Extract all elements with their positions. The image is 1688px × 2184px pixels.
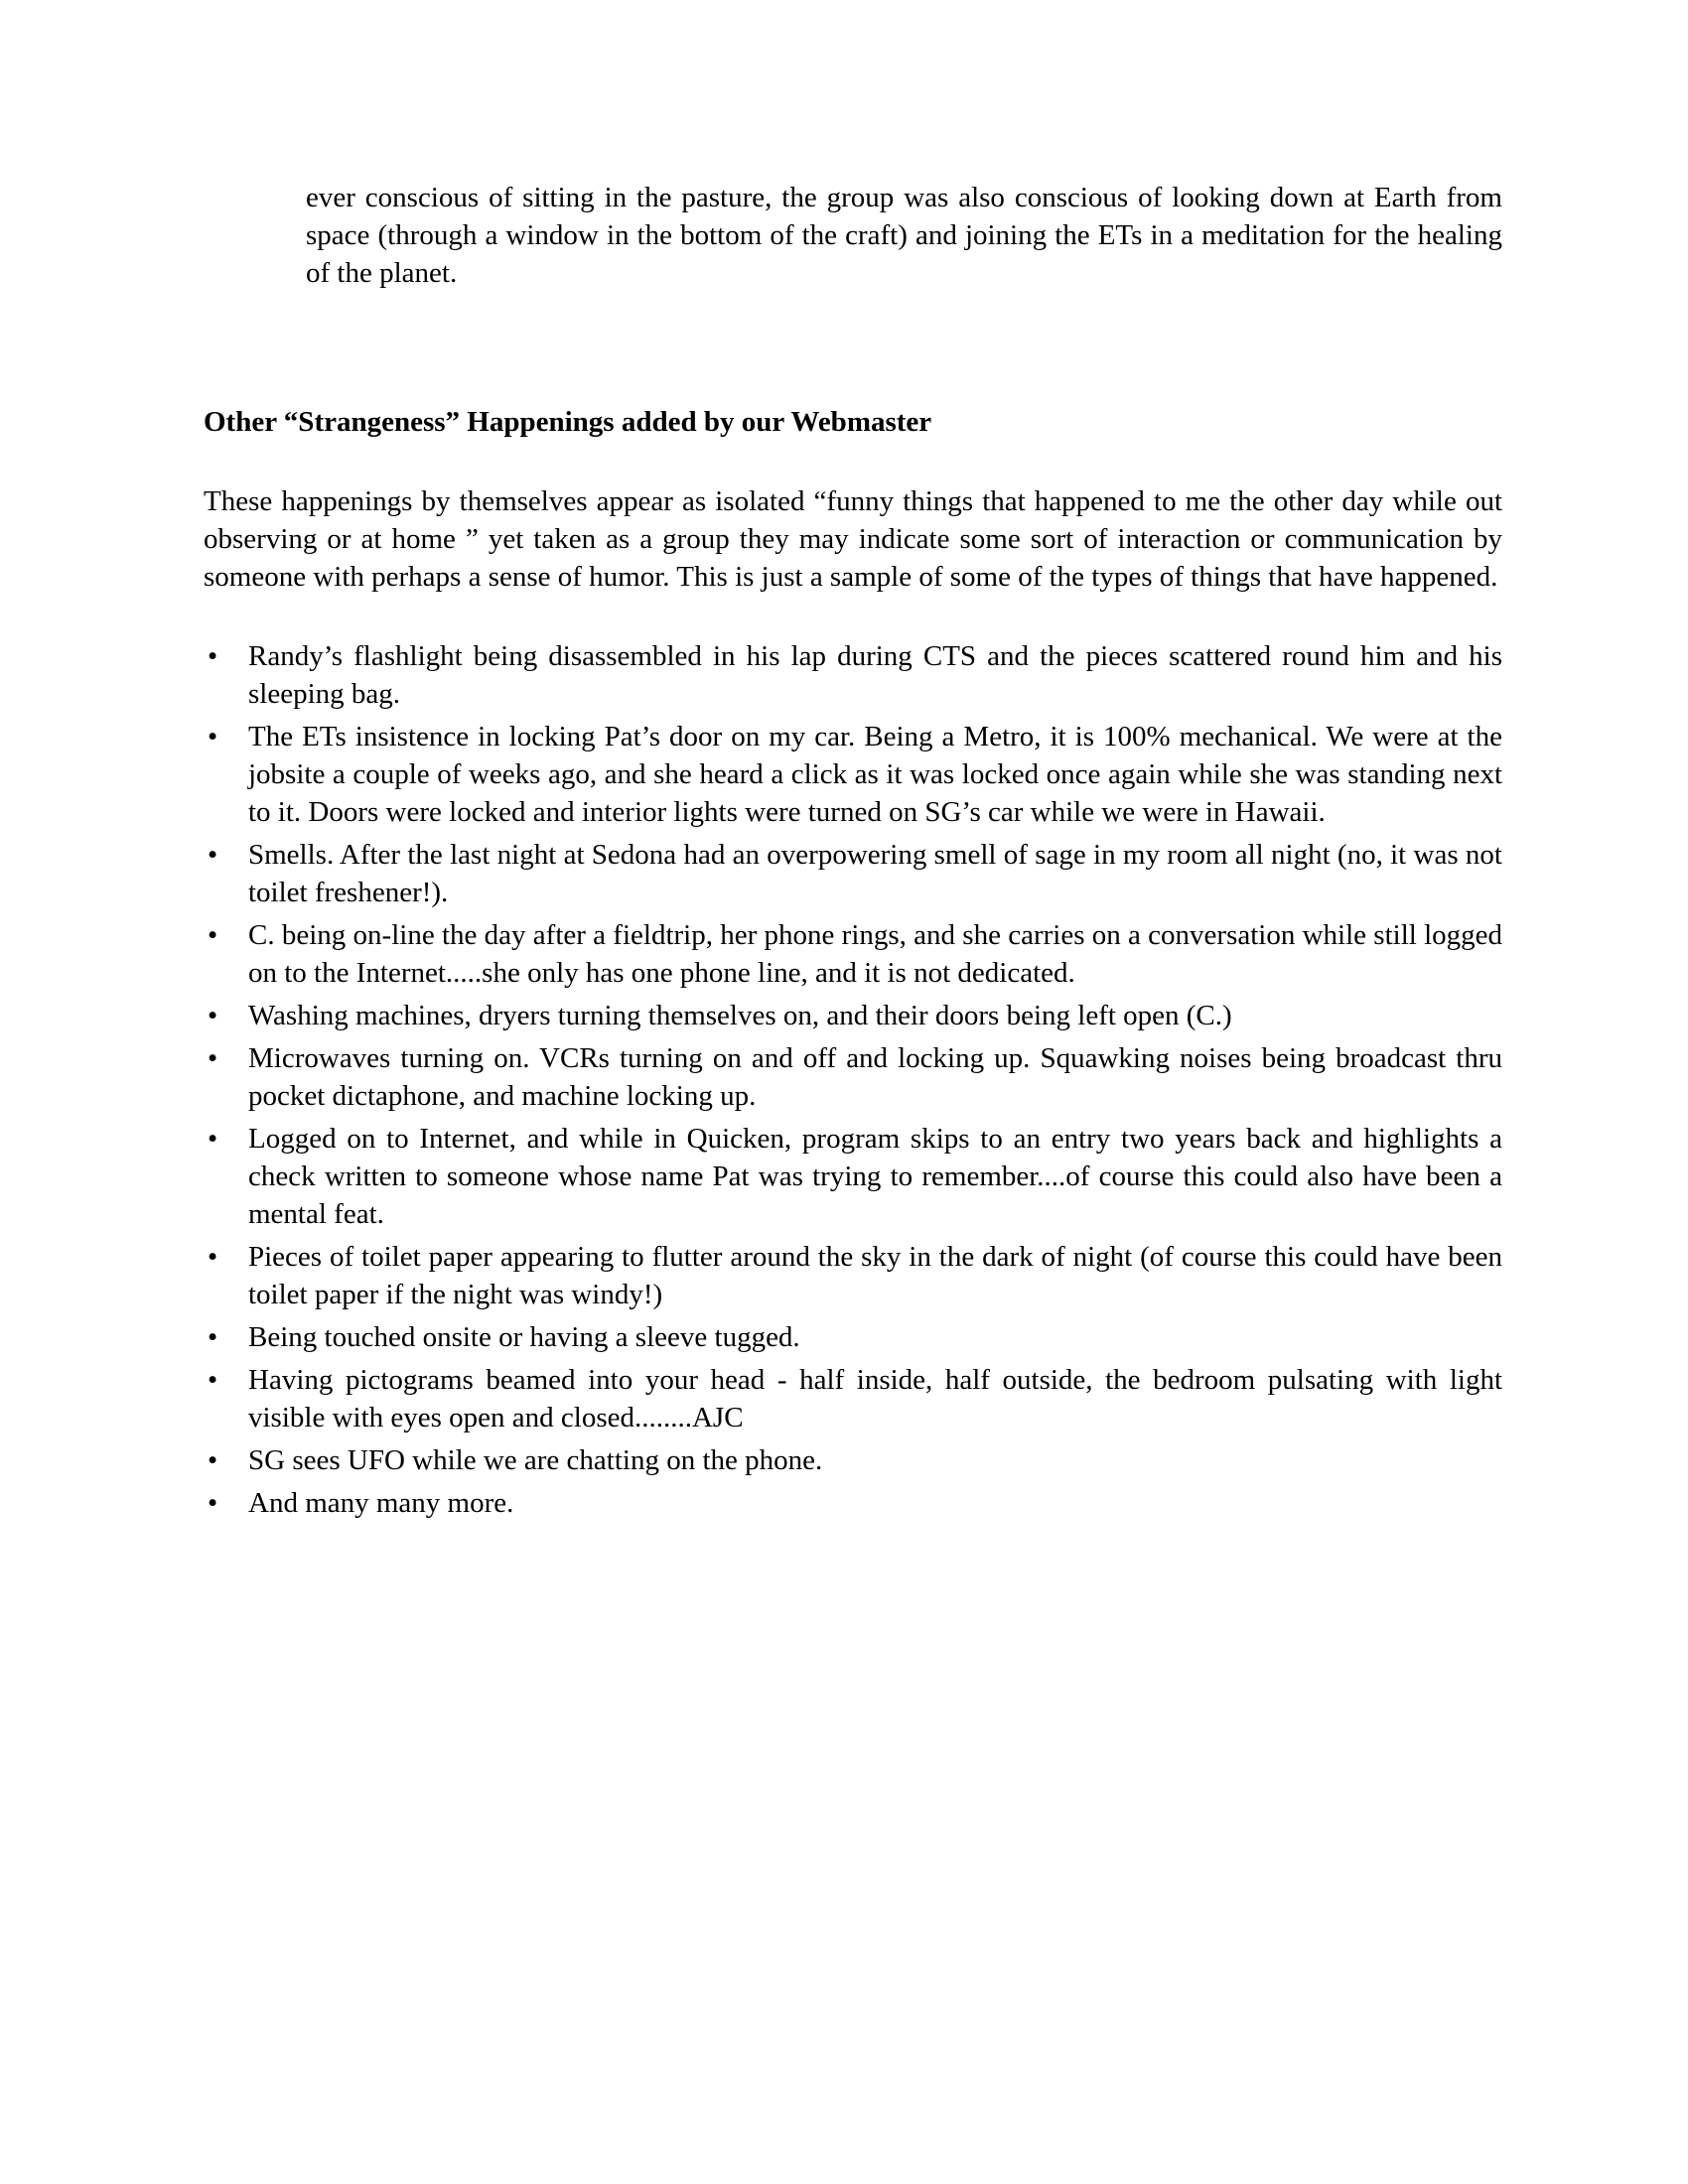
list-item: • SG sees UFO while we are chatting on the phone. [204, 1441, 1502, 1479]
list-item: • Randy’s flashlight being disassembled in his lap during CTS and the pieces scattered round him and his sleeping bag. [204, 637, 1502, 713]
list-item: • Smells. After the last night at Sedona had an overpowering smell of sage in my room all night (no, it was not toilet freshener!). [204, 836, 1502, 911]
list-item: • Having pictograms beamed into your head - half inside, half outside, the bedroom pulsating with light visible with eyes open and closed........AJC [204, 1361, 1502, 1436]
section-heading: Other “Strangeness” Happenings added by our Webmaster [204, 406, 932, 438]
strangeness-happenings-list [204, 637, 1502, 1522]
list-item: • Logged on to Internet, and while in Quicken, program skips to an entry two years back and highlights a check written to someone whose name Pat was trying to remember....of course this could also have been a mental feat. [204, 1120, 1502, 1233]
list-item: • C. being on-line the day after a fieldtrip, her phone rings, and she carries on a conversation while still logged on to the Internet.....she only has one phone line, and it is not dedicated. [204, 916, 1502, 992]
list-item: • Washing machines, dryers turning themselves on, and their doors being left open (C.) [204, 997, 1502, 1034]
list-item: • Microwaves turning on. VCRs turning on and off and locking up. Squawking noises being broadcast thru pocket dictaphone, and machine locking up. [204, 1039, 1502, 1115]
list-item: • And many many more. [204, 1484, 1502, 1522]
list-item: • Being touched onsite or having a sleeve tugged. [204, 1318, 1502, 1356]
list-item: • The ETs insistence in locking Pat’s door on my car. Being a Metro, it is 100% mechanical. We were at the jobsite a couple of weeks ago, and she heard a click as it was locked once again while she was standing next to it. Doors were locked and interior lights were turned on SG’s car while we were in Hawaii. [204, 718, 1502, 831]
list-item: • Pieces of toilet paper appearing to flutter around the sky in the dark of night (of course this could have been toilet paper if the night was windy!) [204, 1238, 1502, 1313]
leading-paragraph: ever conscious of sitting in the pasture, the group was also conscious of looking down at Earth from space (through a window in the bottom of the craft) and joining the ETs in a meditation for the healing of the planet. [306, 182, 1502, 289]
intro-paragraph: These happenings by themselves appear as isolated “funny things that happened to me the other day while out observing or at home ” yet taken as a group they may indicate some sort of interaction or communication by someone with perhaps a sense of humor. This is just a sample of some of the types of things that have happened. [204, 485, 1502, 593]
